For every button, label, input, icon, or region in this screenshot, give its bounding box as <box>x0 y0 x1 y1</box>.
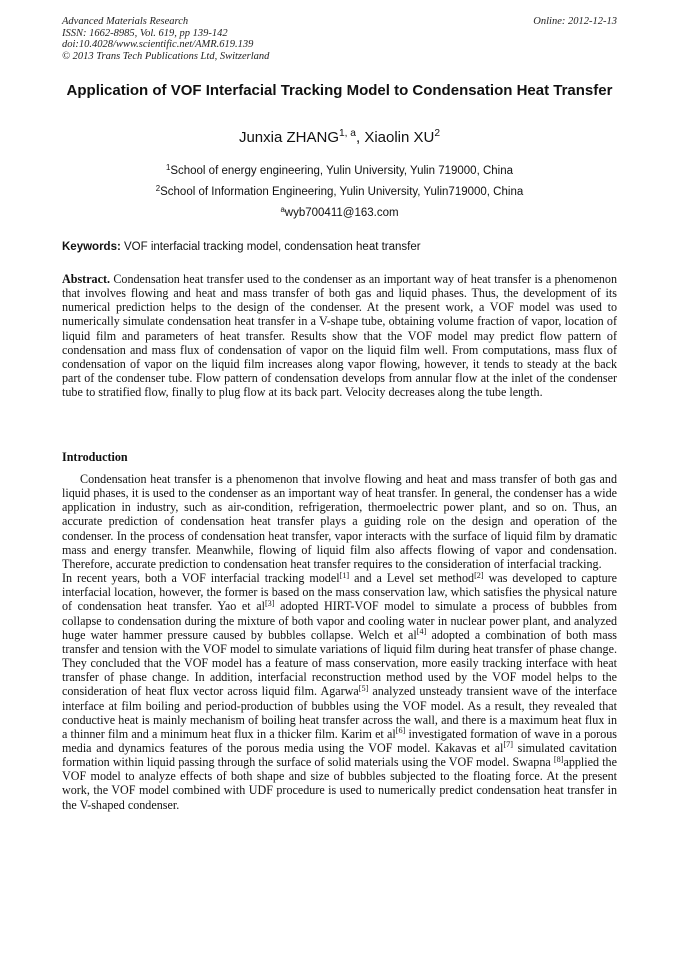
paper-title: Application of VOF Interfacial Tracking Model to Condensation Heat Transfer <box>66 82 613 99</box>
journal-name: Advanced Materials Research <box>62 16 189 27</box>
citation-ref: [3] <box>264 598 275 608</box>
paragraph: Condensation heat transfer is a phenomenon that involve flowing and heat and mass transfer of both gas and liquid phases, it is used to the condenser as an important way of heat transfer. In general, the condenser has a wide application in industry, such as air-condition, refrigeration, thermoelectric power plant, and so on. Thus, an accurate prediction of condensation heat transfer plays a guiding role on the design and operation of the condenser. In the process of condensation heat transfer, vapor interacts with the surface of liquid film by dramatic mass and energy transfer. Meanwhile, flowing of liquid film also affects flowing of vapor and condensation. Therefore, accurate prediction to condensation heat transfer requires to the consideration of interfacial tracking. <box>62 472 617 571</box>
paragraph <box>62 571 617 812</box>
author-name: Junxia ZHANG <box>238 129 339 146</box>
email-text: wyb700411@163.com <box>284 207 399 219</box>
affiliation-mark: 2 <box>155 183 161 193</box>
keywords-text: VOF interfacial tracking model, condensation heat transfer <box>120 241 421 253</box>
author-separator: , <box>355 129 365 146</box>
affiliation-text: School of energy engineering, Yulin University, Yulin 719000, China <box>170 165 514 177</box>
text-run: applied the VOF model to analyze effects of both shape and size of bubbles subjected to the floating force. At the present work, the VOF model combined with UDF procedure is used to numerically predict condensation heat transfer in the V-shaped condenser. <box>62 755 617 812</box>
text-run: adopted HIRT-VOF model to simulate a process of bubbles from collapse to condensation during the mixture of both vapor and cooling water in nuclear power plant, and analyzed huge water hammer pressure caused by bubbles collapse. Welch et al <box>62 599 617 642</box>
affiliation-mark: a <box>280 204 285 214</box>
citation-ref: [1] <box>339 570 350 580</box>
copyright-line: © 2013 Trans Tech Publications Ltd, Switzerland <box>62 50 270 62</box>
author-affiliation-mark: 1, a <box>338 128 356 140</box>
text-run: simulated cavitation formation within liquid passing through the surface of solid materials using the VOF model. Swapna <box>62 740 617 770</box>
affiliation-mark: 1 <box>165 162 171 172</box>
citation-ref: [7] <box>503 740 513 750</box>
doi-line: doi:10.4028/www.scientific.net/AMR.619.139 <box>62 39 254 50</box>
citation-ref: [4] <box>416 627 427 637</box>
author-affiliation-mark: 2 <box>434 128 441 140</box>
affiliation-2 <box>62 185 617 199</box>
introduction-body <box>62 472 617 812</box>
text-run: adopted a combination of both mass transfer and tension with the VOF model to simulate variations of liquid film during heat transfer of phase change. They concluded that the VOF model has a feature of mass conservation, more easily tracking interface with heat transfer of phase change. In addition, interfacial reconstruction method used by the VOF model helps to the consideration of heat flux vector across liquid film. Agarwa <box>62 627 617 699</box>
text-run: and a Level set method <box>349 571 475 586</box>
citation-ref: [2] <box>474 570 484 580</box>
author-name: Xiaolin XU <box>364 129 435 146</box>
journal-header <box>62 16 617 62</box>
text-run: investigated formation of wave in a porous media and dynamics features of the porous media using the VOF model. Kakavas et al <box>62 726 617 755</box>
author-line <box>62 129 617 147</box>
online-date: Online: 2012-12-13 <box>533 16 617 27</box>
section-heading: Introduction <box>62 450 128 464</box>
affiliation-1 <box>62 164 617 178</box>
text-run: analyzed unsteady transient wave of the interface interface at film boiling and period-production of bubbles using the VOF model. As a result, they revealed that conductive heat is mainly mechanism of boiling heat transfer across the wall, and there is a maximum heat flux in a thinner film and a minimum heat flux in a thicker film. Karim et al <box>62 684 617 741</box>
affiliation-text: School of Information Engineering, Yulin University, Yulin719000, China <box>160 186 524 198</box>
citation-ref: [8] <box>553 754 564 764</box>
text-run: In recent years, both a VOF interfacial tracking model <box>62 571 340 586</box>
abstract <box>62 272 617 399</box>
text-run: was developed to capture interfacial location, however, the former is based on the mass conservation law, which satisfies the physical nature of condensation heat transfer. Yao et al <box>62 571 618 614</box>
keywords <box>62 240 617 254</box>
author-email <box>62 206 617 220</box>
issn-line: ISSN: 1662-8985, Vol. 619, pp 139-142 <box>62 27 228 39</box>
abstract-text: Condensation heat transfer used to the condenser as an important way of heat transfer is a phenomenon that involves flowing and heat and mass transfer of both gas and liquid phases. Thus, the development of its numerical prediction helps to the design of the condenser. At the present work, a VOF model was used to numerically simulate condensation heat transfer in a V-shape tube, obtaining volume fraction of vapor, location of liquid film and parameters of heat transfer. Results show that the VOF model may predict flow pattern of condensation and mass flux of condensation of vapor on the liquid film well. From computations, mass flux of condensation of vapor on the liquid film increases along vapor flowing, however, it tends to steady at the back part of the condenser tube. Flow pattern of condensation develops from annular flow at the inlet of the condenser tube to stratified flow, finally to plug flow at its back part. Velocity decreases along the tube length. <box>62 272 617 400</box>
keywords-label: Keywords: <box>62 241 121 253</box>
citation-ref: [5] <box>358 683 369 693</box>
citation-ref: [6] <box>395 726 406 736</box>
abstract-label: Abstract. <box>62 272 111 286</box>
